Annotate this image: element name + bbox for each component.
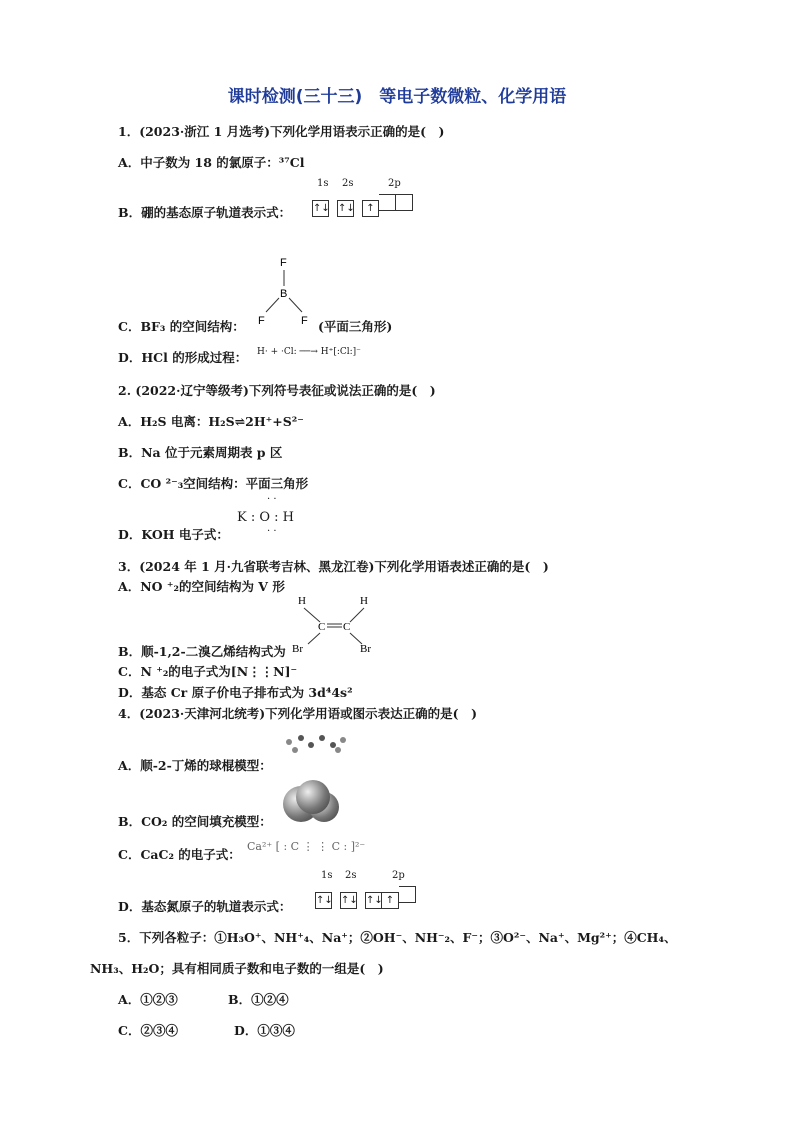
dibromoethene-structure	[290, 592, 390, 656]
bf3-atom-f-right: F	[301, 315, 308, 327]
q4-option-d: D．基态氮原子的轨道表示式：	[118, 899, 292, 914]
bf3-atom-b: B	[280, 288, 288, 300]
model-atom	[340, 737, 346, 743]
q3-option-b: B．顺-1,2-二溴乙烯结构式为	[118, 644, 286, 659]
q3-option-c: C．N ⁺₂的电子式为[N⋮⋮N]⁻	[118, 664, 298, 679]
q5-option-c: C．②③④	[118, 1023, 178, 1038]
lone-pair-dots: · ·	[267, 494, 277, 505]
model-atom	[298, 735, 304, 741]
q1-d-hcl-formation: H· + ·Cl: ──→ H⁺[:Cl:]⁻	[257, 347, 361, 357]
q4-option-b: B．CO₂ 的空间填充模型：	[118, 814, 272, 829]
q2-option-b: B．Na 位于元素周期表 p 区	[118, 445, 283, 460]
orbital-box: ↑↓	[340, 892, 357, 909]
atom-h-left: H	[298, 595, 306, 607]
co2-space-filling-model	[283, 780, 347, 826]
atom-c-left: C	[318, 621, 326, 633]
q1-option-b: B．硼的基态原子轨道表示式：	[118, 205, 292, 220]
bf3-atom-f-top: F	[280, 257, 287, 269]
q1-b-label-2s: 2s	[342, 178, 354, 189]
q1-c-tail: (平面三角形)	[318, 319, 393, 334]
q2-option-a: A．H₂S 电离：H₂S⇌2H⁺+S²⁻	[118, 414, 304, 429]
koh-formula: K : O : H	[237, 510, 294, 525]
orbital-box: ↑	[362, 200, 379, 217]
q4-cac2-lewis: Ca²⁺ [ : C ⋮ ⋮ C : ]²⁻	[247, 840, 366, 853]
q1-b-label-2p: 2p	[388, 178, 401, 189]
orbital-box	[379, 194, 396, 211]
q2-option-c: C．CO ²⁻₃空间结构：平面三角形	[118, 476, 309, 491]
atom-br-left: Br	[292, 643, 303, 655]
model-atom	[319, 735, 325, 741]
atom-br-right: Br	[360, 643, 371, 655]
q4-option-a: A．顺-2-丁烯的球棍模型：	[118, 758, 272, 773]
q2-option-d: D．KOH 电子式：	[118, 527, 229, 542]
model-atom	[292, 747, 298, 753]
lone-pair-dots: · ·	[267, 526, 277, 537]
q1-option-d: D．HCl 的形成过程：	[118, 350, 248, 365]
orbital-box: ↑↓	[312, 200, 329, 217]
q3-option-a: A．NO ⁺₂的空间结构为 V 形	[118, 579, 285, 594]
q1-stem: 1．(2023·浙江 1 月选考)下列化学用语表示正确的是( )	[118, 124, 445, 139]
q5-stem-line2: NH₃、H₂O；具有相同质子数和电子数的一组是( )	[90, 961, 384, 976]
q1-b-label-1s: 1s	[317, 178, 329, 189]
q4-d-orbital-diagram	[315, 886, 416, 909]
q2-stem: 2. (2022·辽宁等级考)下列符号表征或说法正确的是( )	[118, 383, 436, 398]
orbital-box: ↑↓	[365, 892, 382, 909]
orbital-box: ↑↓	[337, 200, 354, 217]
q5-option-a: A．①②③	[118, 992, 178, 1007]
q1-option-c: C．BF₃ 的空间结构：	[118, 319, 245, 334]
q3-option-d: D．基态 Cr 原子价电子排布式为 3d⁴4s²	[118, 685, 353, 700]
q5-option-d: D．①③④	[234, 1023, 295, 1038]
page-title: 课时检测(三十三) 等电子数微粒、化学用语	[227, 87, 567, 107]
q1-option-a: A．中子数为 18 的氯原子：³⁷Cl	[118, 155, 305, 170]
bf3-structure	[250, 252, 320, 332]
orbital-box: ↑↓	[315, 892, 332, 909]
model-atom	[308, 742, 314, 748]
q3-stem: 3．(2024 年 1 月·九省联考吉林、黑龙江卷)下列化学用语表述正确的是( )	[118, 559, 549, 574]
orbital-box: ↑	[382, 892, 399, 909]
orbital-box	[396, 194, 413, 211]
model-atom	[286, 739, 292, 745]
q1-b-orbital-diagram	[312, 194, 413, 217]
model-atom	[335, 747, 341, 753]
q4-option-c: C．CaC₂ 的电子式：	[118, 847, 241, 862]
q4-stem: 4．(2023·天津河北统考)下列化学用语或图示表达正确的是( )	[118, 706, 477, 721]
q5-stem-line1: 5．下列各粒子：①H₃O⁺、NH⁺₄、Na⁺；②OH⁻、NH⁻₂、F⁻；③O²⁻、Na⁺、Mg²⁺；④CH₄、	[118, 930, 677, 945]
atom-c-right: C	[343, 621, 351, 633]
orbital-box	[399, 886, 416, 903]
bf3-atom-f-left: F	[258, 315, 265, 327]
q4-d-label-2p: 2p	[392, 870, 405, 881]
q5-option-b: B．①②④	[228, 992, 289, 1007]
q4-d-label-1s: 1s	[321, 870, 333, 881]
q4-d-label-2s: 2s	[345, 870, 357, 881]
q2-koh-lewis	[237, 494, 294, 537]
model-atom-carbon	[296, 780, 330, 814]
cis-2-butene-ball-stick-model	[286, 733, 346, 753]
atom-h-right: H	[360, 595, 368, 607]
